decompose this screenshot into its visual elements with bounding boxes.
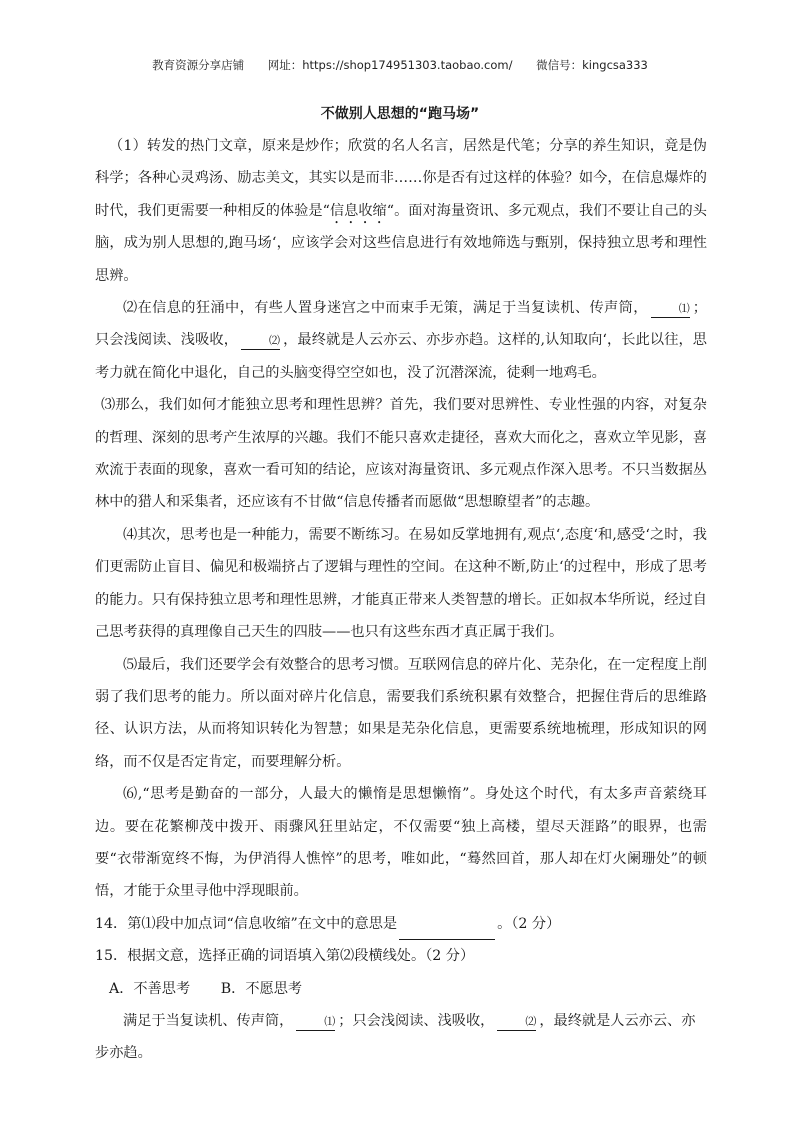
shop-name: 教育资源分享店铺 <box>152 58 245 72</box>
question-14-score: 。（2 分） <box>497 915 561 932</box>
article-title: 不做别人思想的“跑马场” <box>320 106 480 122</box>
paragraph-2-text-b: ；只会浅阅读、浅吸收， <box>95 300 707 349</box>
wechat-id: 微信号：kingcsa333 <box>536 58 648 72</box>
paragraph-2 <box>95 292 707 389</box>
answer-blank <box>399 921 495 940</box>
fill-sentence-text-c: ，最终就是人云亦云、亦步亦趋。 <box>95 1012 696 1062</box>
article-body <box>95 130 707 1070</box>
fill-sentence-text-a: 满足于当复读机、传声筒， <box>123 1012 294 1029</box>
paragraph-4: ⑷其次，思考也是一种能力，需要不断练习。在易如反掌地拥有,观点‘,态度‘和,感受‘之时，我们更需防止盲目、偏见和极端挤占了逻辑与理性的空间。在这种不断,防止‘的过程中，形成了思考的能力。只有保持独立思考和理性思辨，才能真正带来人类智慧的增长。正如叔本华所说，经过自己思考获得的真理像自己天生的四肢——也只有这些东西才真正属于我们。 <box>95 526 707 641</box>
dotted-term: 信息收缩 <box>329 202 387 219</box>
shop-url: 网址：https://shop174951303.taobao.com/ <box>267 58 513 72</box>
paragraph-6: ⑹,“思考是勤奋的一部分，人最大的懒惰是思想懒惰”。身处这个时代，有太多声音萦绕耳边。要在花繁柳茂中拨开、雨骤风狂里站定，不仅需要“独上高楼，望尽天涯路”的眼界，也需要“衣带渐宽终不悔，为伊消得人憔悴”的思考，唯如此，“蓦然回首，那人却在灯火阑珊处”的顿悟，才能于众里寻他中浮现眼前。 <box>95 786 707 900</box>
paragraph-1-text-b: “。面对海量资讯、多元观点，我们不要让自己的头脑，成为别人思想的,跑马场‘，应该学会对这些信息进行有效地筛选与甄别，保持独立思考和理性思辨。 <box>95 202 707 284</box>
blank-1: ⑴ <box>651 301 690 318</box>
fill-blank-2: ⑵ <box>497 1014 536 1031</box>
option-b: B．不愿思考 <box>220 980 303 997</box>
question-15-options <box>95 973 707 1005</box>
fill-sentence <box>95 1005 707 1070</box>
paragraph-1 <box>95 130 707 292</box>
paragraph-2-text-a: ⑵在信息的狂涌中，有些人置身迷宫之中而束手无策，满足于当复读机、传声筒， <box>123 300 648 317</box>
fill-sentence-text-b: ；只会浅阅读、浅吸收， <box>338 1012 495 1029</box>
fill-blank-1: ⑴ <box>296 1014 335 1031</box>
paragraph-5: ⑸最后，我们还要学会有效整合的思考习惯。互联网信息的碎片化、芜杂化，在一定程度上削弱了我们思考的能力。所以面对碎片化信息，需要我们系统积累有效整合，把握住背后的思维路径、认识方法，从而将知识转化为智慧；如果是芜杂化信息，更需要系统地梳理，形成知识的网络，而不仅是否定肯定，而要理解分析。 <box>95 656 707 770</box>
paragraph-2-text-c: ，最终就是人云亦云、亦步亦趋。这样的,认知取向‘，长此以往，思考力就在简化中退化，自己的头脑变得空空如也，没了沉潜深流，徒剩一地鸡毛。 <box>95 332 707 381</box>
question-15: 15．根据文意，选择正确的词语填入第⑵段横线处。（2 分） <box>95 948 475 965</box>
blank-2: ⑵ <box>241 333 280 350</box>
question-14-text: 14．第⑴段中加点词“信息收缩”在文中的意思是 <box>95 915 398 932</box>
option-a: A．不善思考 <box>109 980 191 997</box>
question-14 <box>95 908 707 940</box>
paragraph-1-text-a: （1）转发的热门文章，原来是炒作；欣赏的名人名言，居然是代笔；分享的养生知识，竟是伪科学；各种心灵鸡汤、励志美文，其实以是而非……你是否有过这样的体验？如今，在信息爆炸的时代，我们更需要一种相反的体验是“ <box>95 138 707 219</box>
page-header <box>0 57 800 73</box>
paragraph-3: ⑶那么，我们如何才能独立思考和理性思辨？首先，我们要对思辨性、专业性强的内容，对复杂的哲理、深刻的思考产生浓厚的兴趣。我们不能只喜欢走捷径，喜欢大而化之，喜欢立竿见影，喜欢流于表面的现象，喜欢一看可知的结论，应该对海量资讯、多元观点作深入思考。不只当数据丛林中的猎人和采集者，还应该有不甘做“信息传播者而愿做“思想瞭望者”的志趣。 <box>95 397 707 511</box>
